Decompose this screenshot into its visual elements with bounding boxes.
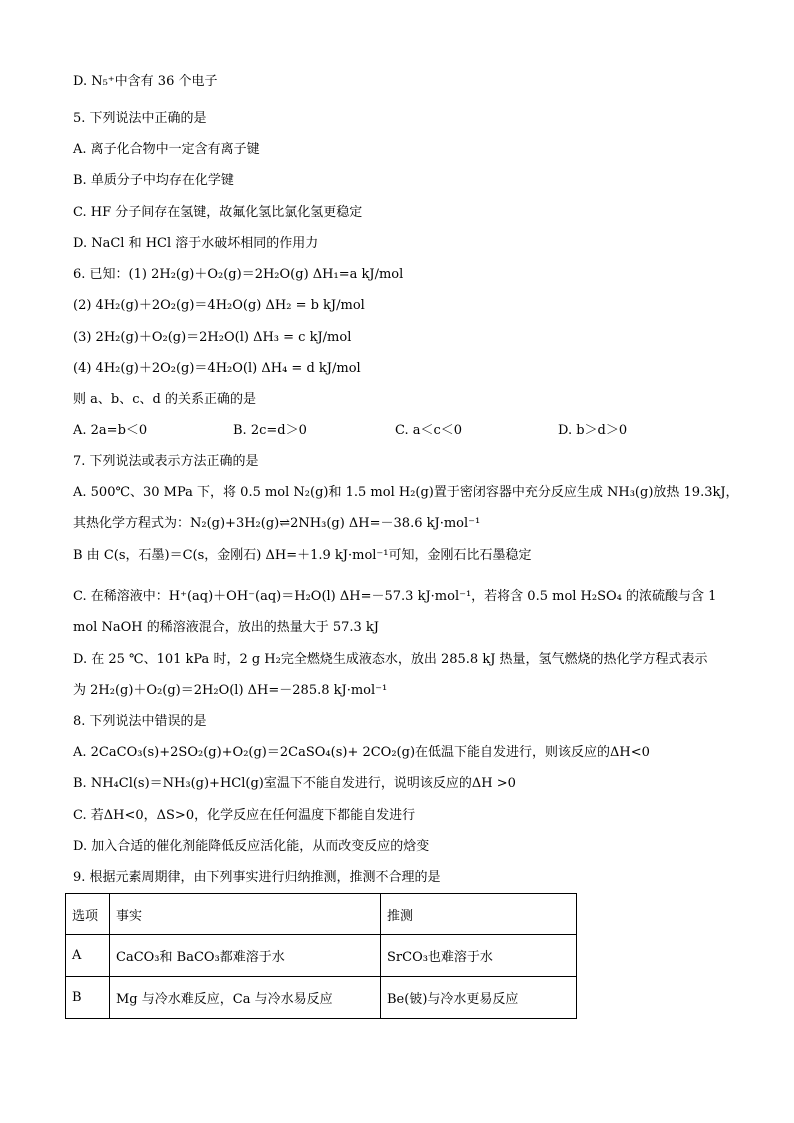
q6-option-d: D. b＞d＞0 xyxy=(558,423,628,438)
table-cell: A xyxy=(66,935,110,977)
q6-option-a: A. 2a=b＜0 xyxy=(73,423,148,438)
text-line: 8. 下列说法中错误的是 xyxy=(73,714,207,729)
q9-table xyxy=(65,893,577,1019)
text-line: C. HF 分子间存在氢键，故氟化氢比氯化氢更稳定 xyxy=(73,205,363,220)
table-cell: CaCO₃和 BaCO₃都难溶于水 xyxy=(110,935,381,977)
table-header-option: 选项 xyxy=(66,894,110,935)
text-line: 9. 根据元素周期律，由下列事实进行归纳推测，推测不合理的是 xyxy=(73,870,441,885)
text-line: C. 在稀溶液中：H⁺(aq)＋OH⁻(aq)＝H₂O(l) ΔH=－57.3 kJ·mol⁻¹，若将含 0.5 mol H₂SO₄ 的浓硫酸与含 1 xyxy=(73,589,717,604)
table-cell: SrCO₃也难溶于水 xyxy=(381,935,577,977)
q6-option-b: B. 2c=d＞0 xyxy=(233,423,307,438)
text-line: 6. 已知：(1) 2H₂(g)＋O₂(g)＝2H₂O(g) ΔH₁=a kJ/mol xyxy=(73,267,404,282)
text-line: D. NaCl 和 HCl 溶于水破坏相同的作用力 xyxy=(73,236,319,251)
q6-option-c: C. a＜c＜0 xyxy=(395,423,463,438)
text-line: 5. 下列说法中正确的是 xyxy=(73,111,207,126)
table-row xyxy=(66,977,577,1019)
text-line: B. 单质分子中均存在化学键 xyxy=(73,173,234,188)
text-line: A. 2CaCO₃(s)+2SO₂(g)+O₂(g)＝2CaSO₄(s)+ 2CO₂(g)在低温下能自发进行，则该反应的ΔH<0 xyxy=(73,745,650,760)
text-line: B 由 C(s，石墨)＝C(s，金刚石) ΔH=＋1.9 kJ·mol⁻¹可知，金刚石比石墨稳定 xyxy=(73,548,532,563)
text-line: 则 a、b、c、d 的关系正确的是 xyxy=(73,392,256,407)
text-line: mol NaOH 的稀溶液混合，放出的热量大于 57.3 kJ xyxy=(73,620,379,635)
text-line: (2) 4H₂(g)＋2O₂(g)＝4H₂O(g) ΔH₂ = b kJ/mol xyxy=(73,298,365,313)
text-line: D. 加入合适的催化剂能降低反应活化能，从而改变反应的焓变 xyxy=(73,839,430,854)
table-header-inference: 推测 xyxy=(381,894,577,935)
table-row xyxy=(66,935,577,977)
text-line: 为 2H₂(g)＋O₂(g)＝2H₂O(l) ΔH=－285.8 kJ·mol⁻¹ xyxy=(73,683,388,698)
q6-options xyxy=(73,422,693,440)
table-cell: Mg 与冷水难反应，Ca 与冷水易反应 xyxy=(110,977,381,1019)
text-line: 7. 下列说法或表示方法正确的是 xyxy=(73,454,259,469)
table-header-row xyxy=(66,894,577,935)
text-line: (3) 2H₂(g)＋O₂(g)＝2H₂O(l) ΔH₃ = c kJ/mol xyxy=(73,330,352,345)
text-line: D. N₅⁺中含有 36 个电子 xyxy=(73,74,218,89)
text-line: 其热化学方程式为：N₂(g)+3H₂(g)⇌2NH₃(g) ΔH=－38.6 kJ·mol⁻¹ xyxy=(73,516,481,531)
text-line: C. 若ΔH<0，ΔS>0，化学反应在任何温度下都能自发进行 xyxy=(73,808,416,823)
table-cell: Be(铍)与冷水更易反应 xyxy=(381,977,577,1019)
text-line: D. 在 25 ℃、101 kPa 时，2 g H₂完全燃烧生成液态水，放出 285.8 kJ 热量，氢气燃烧的热化学方程式表示 xyxy=(73,652,708,667)
text-line: (4) 4H₂(g)＋2O₂(g)＝4H₂O(l) ΔH₄ = d kJ/mol xyxy=(73,361,361,376)
text-line: A. 离子化合物中一定含有离子键 xyxy=(73,142,260,157)
table-header-fact: 事实 xyxy=(110,894,381,935)
text-line: A. 500℃、30 MPa 下，将 0.5 mol N₂(g)和 1.5 mol H₂(g)置于密闭容器中充分反应生成 NH₃(g)放热 19.3kJ， xyxy=(73,485,739,500)
table-cell: B xyxy=(66,977,110,1019)
text-line: B. NH₄Cl(s)＝NH₃(g)+HCl(g)室温下不能自发进行，说明该反应的ΔH >0 xyxy=(73,776,516,791)
